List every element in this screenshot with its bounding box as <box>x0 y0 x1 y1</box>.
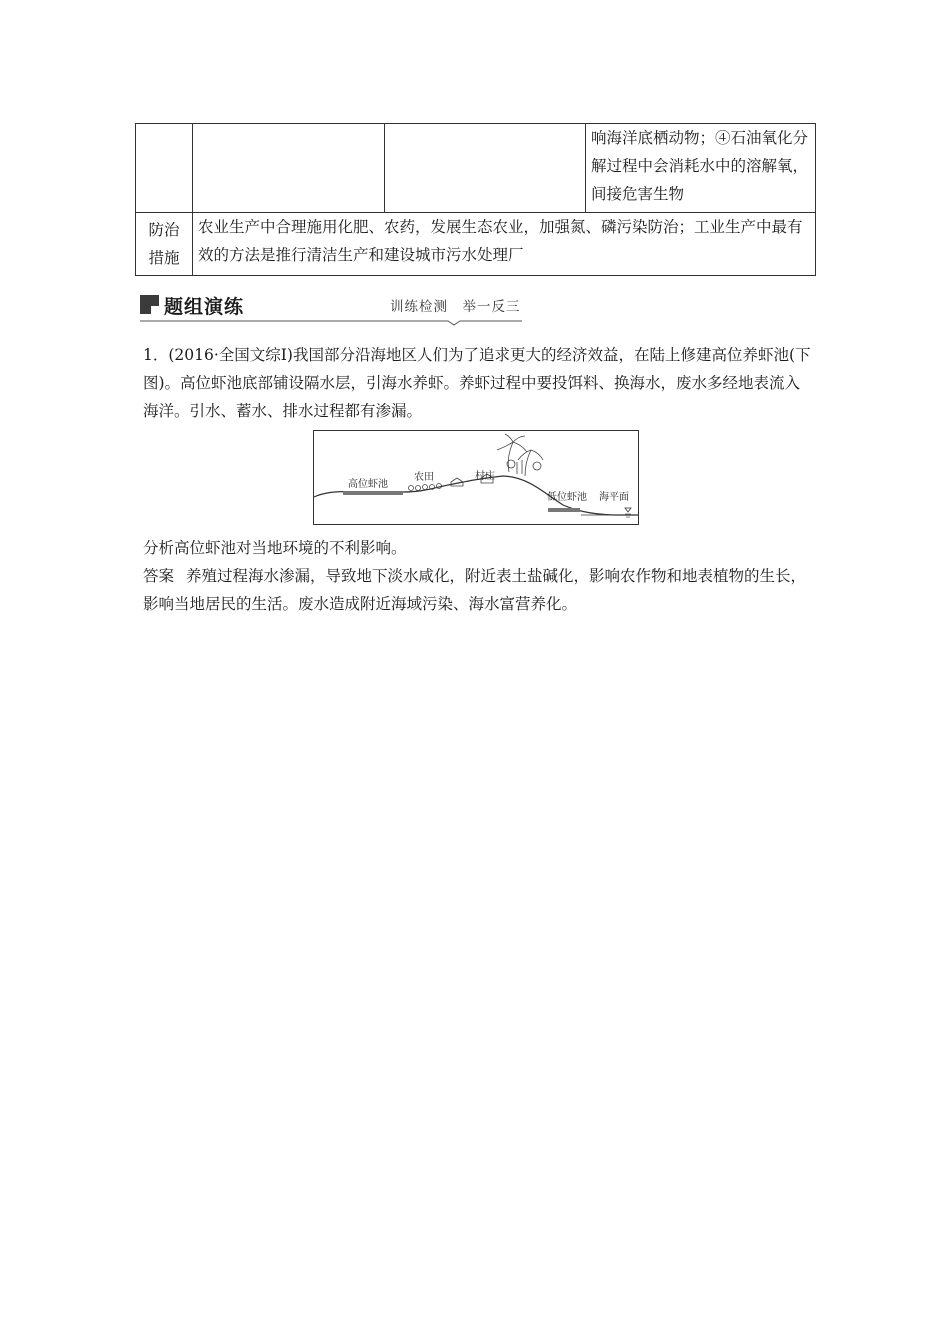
section-title: 题组演练 <box>164 296 245 318</box>
answer-label: 答案 <box>143 567 175 585</box>
table-cell-prevention: 农业生产中合理施用化肥、农药，发展生态农业，加强氮、磷污染防治；工业生产中最有效的方法是推行清洁生产和建设城市污水处理厂 <box>193 213 816 276</box>
row-label-prevention: 防治措施 <box>136 213 193 276</box>
table-cell <box>193 124 385 213</box>
table-cell <box>136 124 193 213</box>
label-farmland: 农田 <box>414 472 434 483</box>
section-square-icon <box>140 295 159 314</box>
table-row <box>136 124 816 213</box>
label-high-pond: 高位虾池 <box>348 479 388 490</box>
table-row <box>136 213 816 276</box>
label-sea-level: 海平面 <box>599 492 629 503</box>
question-text: (2016·全国文综Ⅰ)我国部分沿海地区人们为了追求更大的经济效益，在陆上修建高位养虾池(下图)。高位虾池底部铺设隔水层，引海水养虾。养虾过程中要投饵料、换海水，废水多经地表流入海洋。引水、蓄水、排水过程都有渗漏。 <box>143 346 811 420</box>
table-cell-effects: 响海洋底栖动物；④石油氧化分解过程中会消耗水中的溶解氧，间接危害生物 <box>586 124 816 213</box>
label-village: 村庄 <box>475 471 495 482</box>
answer-block <box>143 562 813 618</box>
label-low-pond: 低位虾池 <box>547 492 587 503</box>
question-prompt: 分析高位虾池对当地环境的不利影响。 <box>143 539 407 557</box>
pollution-table <box>135 123 816 276</box>
shrimp-pond-diagram <box>313 430 639 525</box>
section-subtitle: 训练检测 举一反三 <box>390 299 521 315</box>
table-cell <box>385 124 586 213</box>
answer-text: 养殖过程海水渗漏，导致地下淡水咸化，附近表土盐碱化，影响农作物和地表植物的生长，影响当地居民的生活。废水造成附近海域污染、海水富营养化。 <box>143 567 807 613</box>
question-number: 1． <box>143 346 169 364</box>
question-1 <box>143 341 813 425</box>
section-divider <box>140 318 522 326</box>
section-header <box>140 292 522 322</box>
